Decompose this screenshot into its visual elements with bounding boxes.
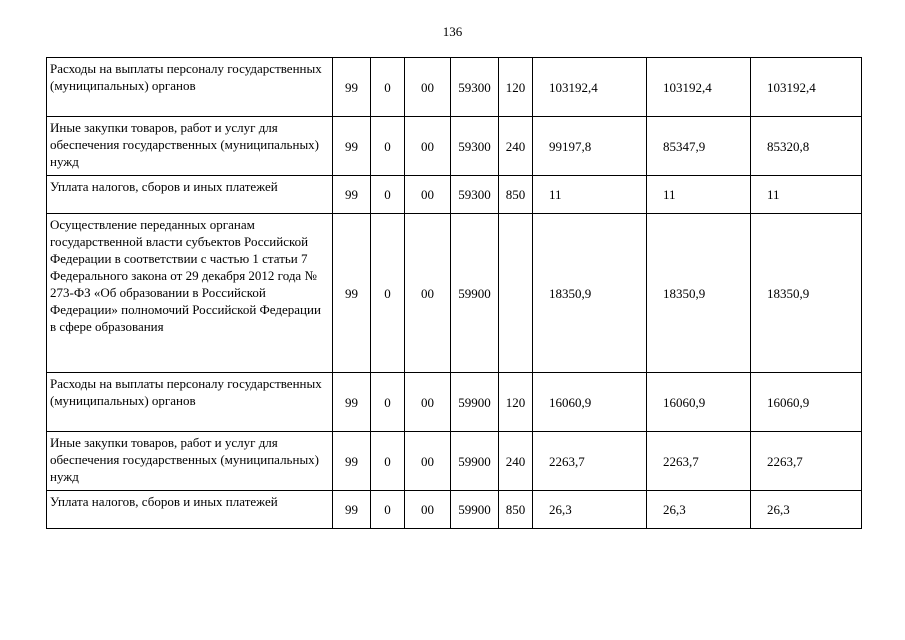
- amount-year-3: 18350,9: [751, 214, 862, 373]
- expense-type-code: 120: [499, 373, 533, 432]
- direction-code: 59900: [451, 214, 499, 373]
- program-code: 99: [333, 373, 371, 432]
- expense-type-code: 850: [499, 491, 533, 529]
- program-code: 99: [333, 117, 371, 176]
- main-activity-code: 00: [405, 176, 451, 214]
- main-activity-code: 00: [405, 214, 451, 373]
- amount-year-2: 11: [647, 176, 751, 214]
- subprogram-code: 0: [371, 176, 405, 214]
- program-code: 99: [333, 176, 371, 214]
- amount-year-1: 16060,9: [533, 373, 647, 432]
- row-name: Уплата налогов, сборов и иных платежей: [47, 491, 333, 529]
- main-activity-code: 00: [405, 432, 451, 491]
- subprogram-code: 0: [371, 214, 405, 373]
- subprogram-code: 0: [371, 117, 405, 176]
- amount-year-3: 26,3: [751, 491, 862, 529]
- row-name: Иные закупки товаров, работ и услуг для обеспечения государственных (муниципальных) нужд: [47, 432, 333, 491]
- amount-year-3: 2263,7: [751, 432, 862, 491]
- subprogram-code: 0: [371, 432, 405, 491]
- main-activity-code: 00: [405, 58, 451, 117]
- expense-type-code: [499, 214, 533, 373]
- table-row: [47, 432, 862, 491]
- amount-year-1: 26,3: [533, 491, 647, 529]
- amount-year-3: 85320,8: [751, 117, 862, 176]
- amount-year-2: 103192,4: [647, 58, 751, 117]
- amount-year-1: 2263,7: [533, 432, 647, 491]
- amount-year-2: 2263,7: [647, 432, 751, 491]
- table-row: [47, 58, 862, 117]
- row-name: Расходы на выплаты персоналу государственных (муниципальных) органов: [47, 373, 333, 432]
- row-name: Уплата налогов, сборов и иных платежей: [47, 176, 333, 214]
- subprogram-code: 0: [371, 373, 405, 432]
- expense-type-code: 240: [499, 432, 533, 491]
- table-row: [47, 214, 862, 373]
- direction-code: 59900: [451, 373, 499, 432]
- direction-code: 59300: [451, 176, 499, 214]
- table-row: [47, 117, 862, 176]
- budget-table: [46, 57, 862, 529]
- amount-year-1: 11: [533, 176, 647, 214]
- amount-year-2: 16060,9: [647, 373, 751, 432]
- amount-year-1: 99197,8: [533, 117, 647, 176]
- page-number: 136: [442, 24, 463, 39]
- main-activity-code: 00: [405, 117, 451, 176]
- expense-type-code: 240: [499, 117, 533, 176]
- amount-year-3: 103192,4: [751, 58, 862, 117]
- row-name: Осуществление переданных органам государственной власти субъектов Российской Федерации в соответствии с частью 1 статьи 7 Федерального закона от 29 декабря 2012 года № 273-ФЗ «Об образовании в Российской Федерации» полномочий Российской Федерации в сфере образования: [47, 214, 333, 373]
- main-activity-code: 00: [405, 373, 451, 432]
- amount-year-3: 11: [751, 176, 862, 214]
- direction-code: 59300: [451, 117, 499, 176]
- subprogram-code: 0: [371, 491, 405, 529]
- amount-year-2: 18350,9: [647, 214, 751, 373]
- amount-year-1: 18350,9: [533, 214, 647, 373]
- subprogram-code: 0: [371, 58, 405, 117]
- row-name: Иные закупки товаров, работ и услуг для обеспечения государственных (муниципальных) нужд: [47, 117, 333, 176]
- main-activity-code: 00: [405, 491, 451, 529]
- direction-code: 59900: [451, 432, 499, 491]
- amount-year-2: 85347,9: [647, 117, 751, 176]
- amount-year-2: 26,3: [647, 491, 751, 529]
- table-row: [47, 491, 862, 529]
- amount-year-3: 16060,9: [751, 373, 862, 432]
- direction-code: 59900: [451, 491, 499, 529]
- amount-year-1: 103192,4: [533, 58, 647, 117]
- direction-code: 59300: [451, 58, 499, 117]
- table-row: [47, 176, 862, 214]
- row-name: Расходы на выплаты персоналу государственных (муниципальных) органов: [47, 58, 333, 117]
- expense-type-code: 120: [499, 58, 533, 117]
- program-code: 99: [333, 214, 371, 373]
- expense-type-code: 850: [499, 176, 533, 214]
- program-code: 99: [333, 58, 371, 117]
- table-row: [47, 373, 862, 432]
- program-code: 99: [333, 432, 371, 491]
- program-code: 99: [333, 491, 371, 529]
